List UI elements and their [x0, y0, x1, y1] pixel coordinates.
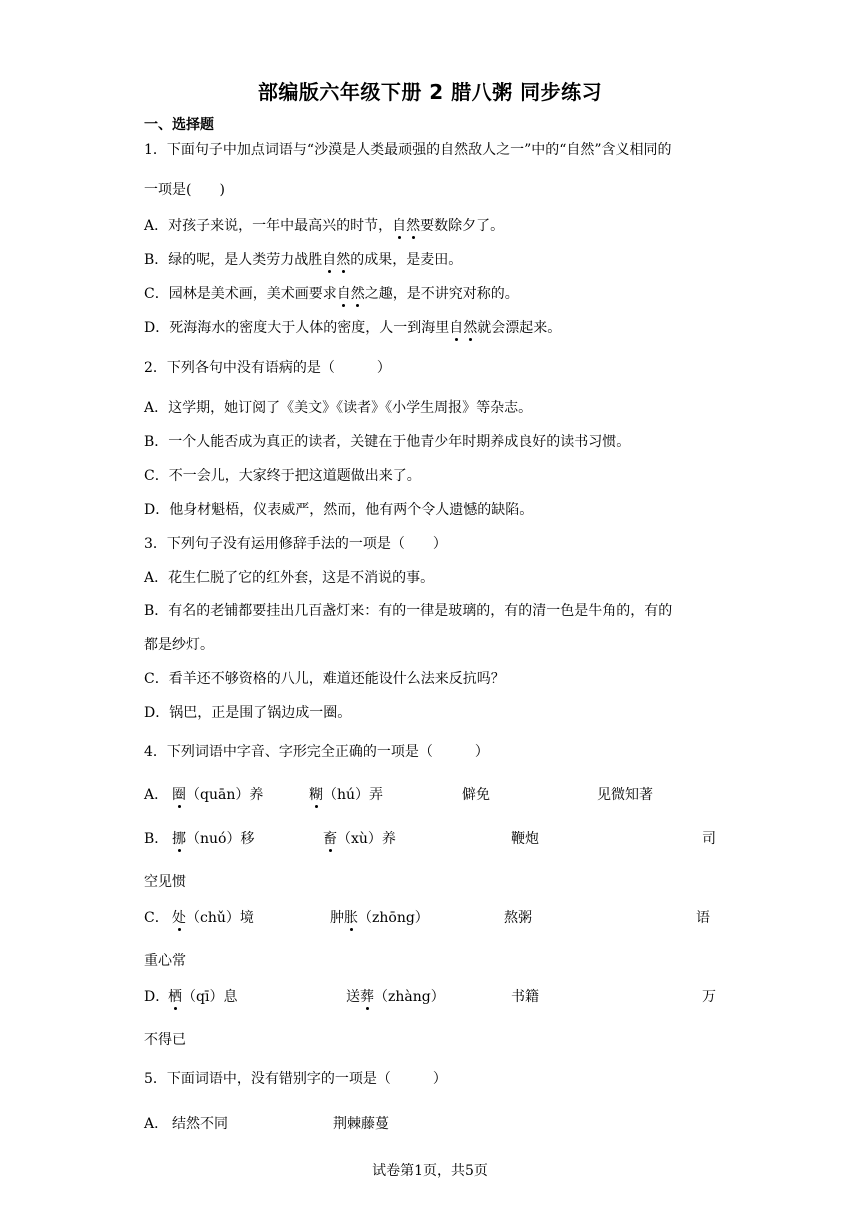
- question-1-option-a: A．对孩子来说，一年中最高兴的时节，自然要数除夕了。: [144, 218, 505, 234]
- question-5-stem: 5．下面词语中，没有错别字的一项是（ ）: [144, 1071, 447, 1087]
- page-footer: 试卷第1页，共5页: [372, 1163, 488, 1179]
- question-4-option-d-cont: 不得已: [144, 1032, 186, 1048]
- question-1-stem-cont: 一项是( ): [144, 182, 225, 198]
- question-3-option-a: A．花生仁脱了它的红外套，这是不消说的事。: [144, 570, 435, 586]
- question-3-option-b-cont: 都是纱灯。: [144, 637, 214, 653]
- question-1-stem: 1．下面句子中加点词语与“沙漠是人类最顽强的自然敌人之一”中的“自然”含义相同的: [144, 142, 672, 158]
- question-2-option-d: D．他身材魁梧，仪表威严，然而，他有两个令人遗憾的缺陷。: [144, 502, 534, 518]
- question-1-option-c: C．园林是美术画，美术画要求自然之趣，是不讲究对称的。: [144, 286, 519, 302]
- question-2-option-a: A．这学期，她订阅了《美文》《读者》《小学生周报》等杂志。: [144, 400, 533, 416]
- question-3-option-d: D．锅巴，正是围了锅边成一圈。: [144, 705, 352, 721]
- question-4-option-b-cont: 空见惯: [144, 874, 186, 890]
- question-1-option-b: B．绿的呢，是人类劳力战胜自然的成果，是麦田。: [144, 252, 463, 268]
- question-1-option-d: D．死海海水的密度大于人体的密度，人一到海里自然就会漂起来。: [144, 320, 562, 336]
- question-2-option-b: B．一个人能否成为真正的读者，关键在于他青少年时期养成良好的读书习惯。: [144, 434, 631, 450]
- section-heading: 一、选择题: [144, 117, 214, 133]
- page-title: 部编版六年级下册 2 腊八粥 同步练习: [257, 80, 603, 104]
- question-3-option-b: B．有名的老铺都要挂出几百盏灯来：有的一律是玻璃的，有的清一色是牛角的，有的: [144, 603, 673, 619]
- question-4-option-c-cont: 重心常: [144, 953, 186, 969]
- question-3-option-c: C．看羊还不够资格的八儿，难道还能设什么法来反抗吗？: [144, 671, 505, 687]
- question-4-stem: 4．下列词语中字音、字形完全正确的一项是（ ）: [144, 744, 489, 760]
- question-3-stem: 3．下列句子没有运用修辞手法的一项是（ ）: [144, 536, 447, 552]
- question-2-option-c: C．不一会儿，大家终于把这道题做出来了。: [144, 468, 421, 484]
- question-2-stem: 2．下列各句中没有语病的是（ ）: [144, 360, 391, 376]
